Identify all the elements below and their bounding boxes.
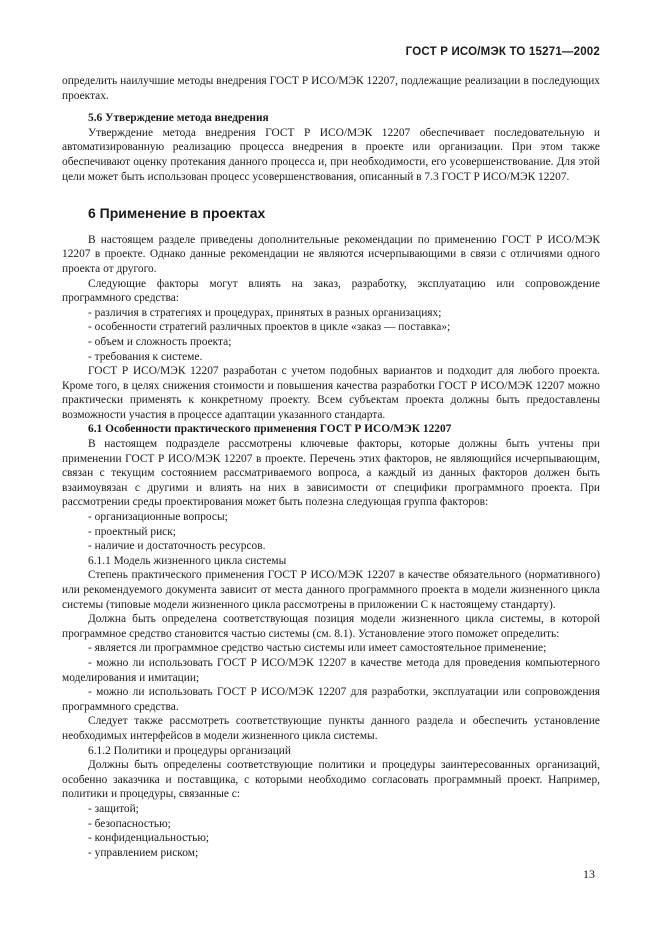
list-item: - различия в стратегиях и процедурах, принятых в разных организациях; — [88, 306, 442, 319]
environment-factors-list — [62, 510, 600, 554]
section-5-6-heading: 5.6 Утверждение метода внедрения — [88, 112, 269, 125]
lifecycle-questions-list — [62, 641, 600, 714]
list-item: - организационные вопросы; — [88, 511, 228, 524]
policies-list — [62, 802, 600, 860]
list-item: - безопасностью; — [88, 817, 171, 830]
section-6-1-1-paragraph-1: Степень практического применения ГОСТ Р ИСО/МЭК 12207 в качестве обязательного (нормативного) или рекомендуемого документа зависит от места данного программного проекта в модели жизненного цикла системы (типовые модели жизненного цикла рассмотрены в приложении С к настоящему стандарту). — [62, 569, 600, 611]
running-header: ГОСТ Р ИСО/МЭК ТО 15271—2002 — [405, 46, 600, 58]
section-6-1-1-paragraph-2: Должна быть определена соответствующая позиция модели жизненного цикла системы, в которой программное средство становится частью системы (см. 8.1). Установление этого поможет определить: — [62, 613, 600, 640]
list-item: - требования к системе. — [88, 350, 203, 363]
factors-list — [62, 306, 600, 364]
list-item: - проектный риск; — [88, 525, 176, 538]
document-body — [62, 74, 600, 860]
intro-paragraph: определить наилучшие методы внедрения ГОСТ Р ИСО/МЭК 12207, подлежащие реализации в последующих проектах. — [62, 75, 600, 102]
section-6-1-1-heading: 6.1.1 Модель жизненного цикла системы — [88, 554, 287, 567]
section-5-6-text: Утверждение метода внедрения ГОСТ Р ИСО/МЭК 12207 обеспечивает последовательную и автоматизированную реализацию процесса внедрения в проекте или организации. При этом также обеспечивают оценку протекания данного процесса и, при необходимости, его усовершенствование. Для этой цели может быть использован процесс усовершенствования, описанный в 7.3 ГОСТ Р ИСО/МЭК 12207. — [62, 126, 600, 183]
page-number: 13 — [583, 867, 595, 881]
list-item: - наличие и достаточность ресурсов. — [88, 540, 266, 553]
section-6-1-heading: 6.1 Особенности практического применения ГОСТ Р ИСО/МЭК 12207 — [88, 423, 452, 436]
section-6-1-paragraph-1: В настоящем подразделе рассмотрены ключевые факторы, которые должны быть учтены при применении ГОСТ Р ИСО/МЭК 12207 в проекте. Перечень этих факторов, не являющийся исчерпывающим, связан с текущим состоянием рассматриваемого вопроса, а каждый из данных факторов должен быть взаимоувязан с другими и влиять на них в зависимости от специфики программного проекта. При рассмотрении среды проектирования может быть полезна следующая группа факторов: — [62, 438, 600, 509]
section-6-paragraph-3: ГОСТ Р ИСО/МЭК 12207 разработан с учетом подобных вариантов и подходит для любого проекта. Кроме того, в целях снижения стоимости и повышения качества разработки ГОСТ Р ИСО/МЭК 12207 можно практически применять к конкретному проекту. Всем субъектам проекта должны быть предоставлены возможности участия в процессе адаптации указанного стандарта. — [62, 365, 600, 421]
list-item: - является ли программное средство частью системы или имеет самостоятельное применение; — [88, 642, 547, 655]
list-item: - особенности стратегий различных проектов в цикле «заказ — поставка»; — [88, 321, 451, 334]
list-item: - можно ли использовать ГОСТ Р ИСО/МЭК 12207 для разработки, эксплуатации или сопровождения программного средства. — [62, 686, 600, 713]
section-6-1-2-heading: 6.1.2 Политики и процедуры организаций — [88, 744, 292, 757]
section-6-heading: 6 Применение в проектах — [88, 205, 266, 222]
section-6-paragraph-1: В настоящем разделе приведены дополнительные рекомендации по применению ГОСТ Р ИСО/МЭК 12207 в проекте. Однако данные рекомендации не являются исчерпывающими в связи с отличиями одного проекта от другого. — [62, 233, 600, 275]
section-6-1-2-paragraph-1: Должны быть определены соответствующие политики и процедуры заинтересованных организаций, особенно заказчика и поставщика, с которыми необходимо согласовать программный проект. Например, политики и процедуры, связанные с: — [62, 759, 600, 801]
list-item: - конфиденциальностью; — [88, 832, 210, 845]
list-item: - объем и сложность проекта; — [88, 335, 232, 348]
list-item: - можно ли использовать ГОСТ Р ИСО/МЭК 12207 в качестве метода для проведения компьютерного моделирования и имитации; — [62, 656, 600, 684]
list-item: - защитой; — [88, 802, 139, 815]
list-item: - управлением риском; — [88, 846, 199, 859]
section-6-1-1-paragraph-3: Следует также рассмотреть соответствующие пункты данного раздела и обеспечить установление необходимых интерфейсов в модели жизненного цикла системы. — [62, 715, 600, 742]
section-6-paragraph-2: Следующие факторы могут влиять на заказ, разработку, эксплуатацию или сопровождение программного средства: — [62, 277, 600, 305]
